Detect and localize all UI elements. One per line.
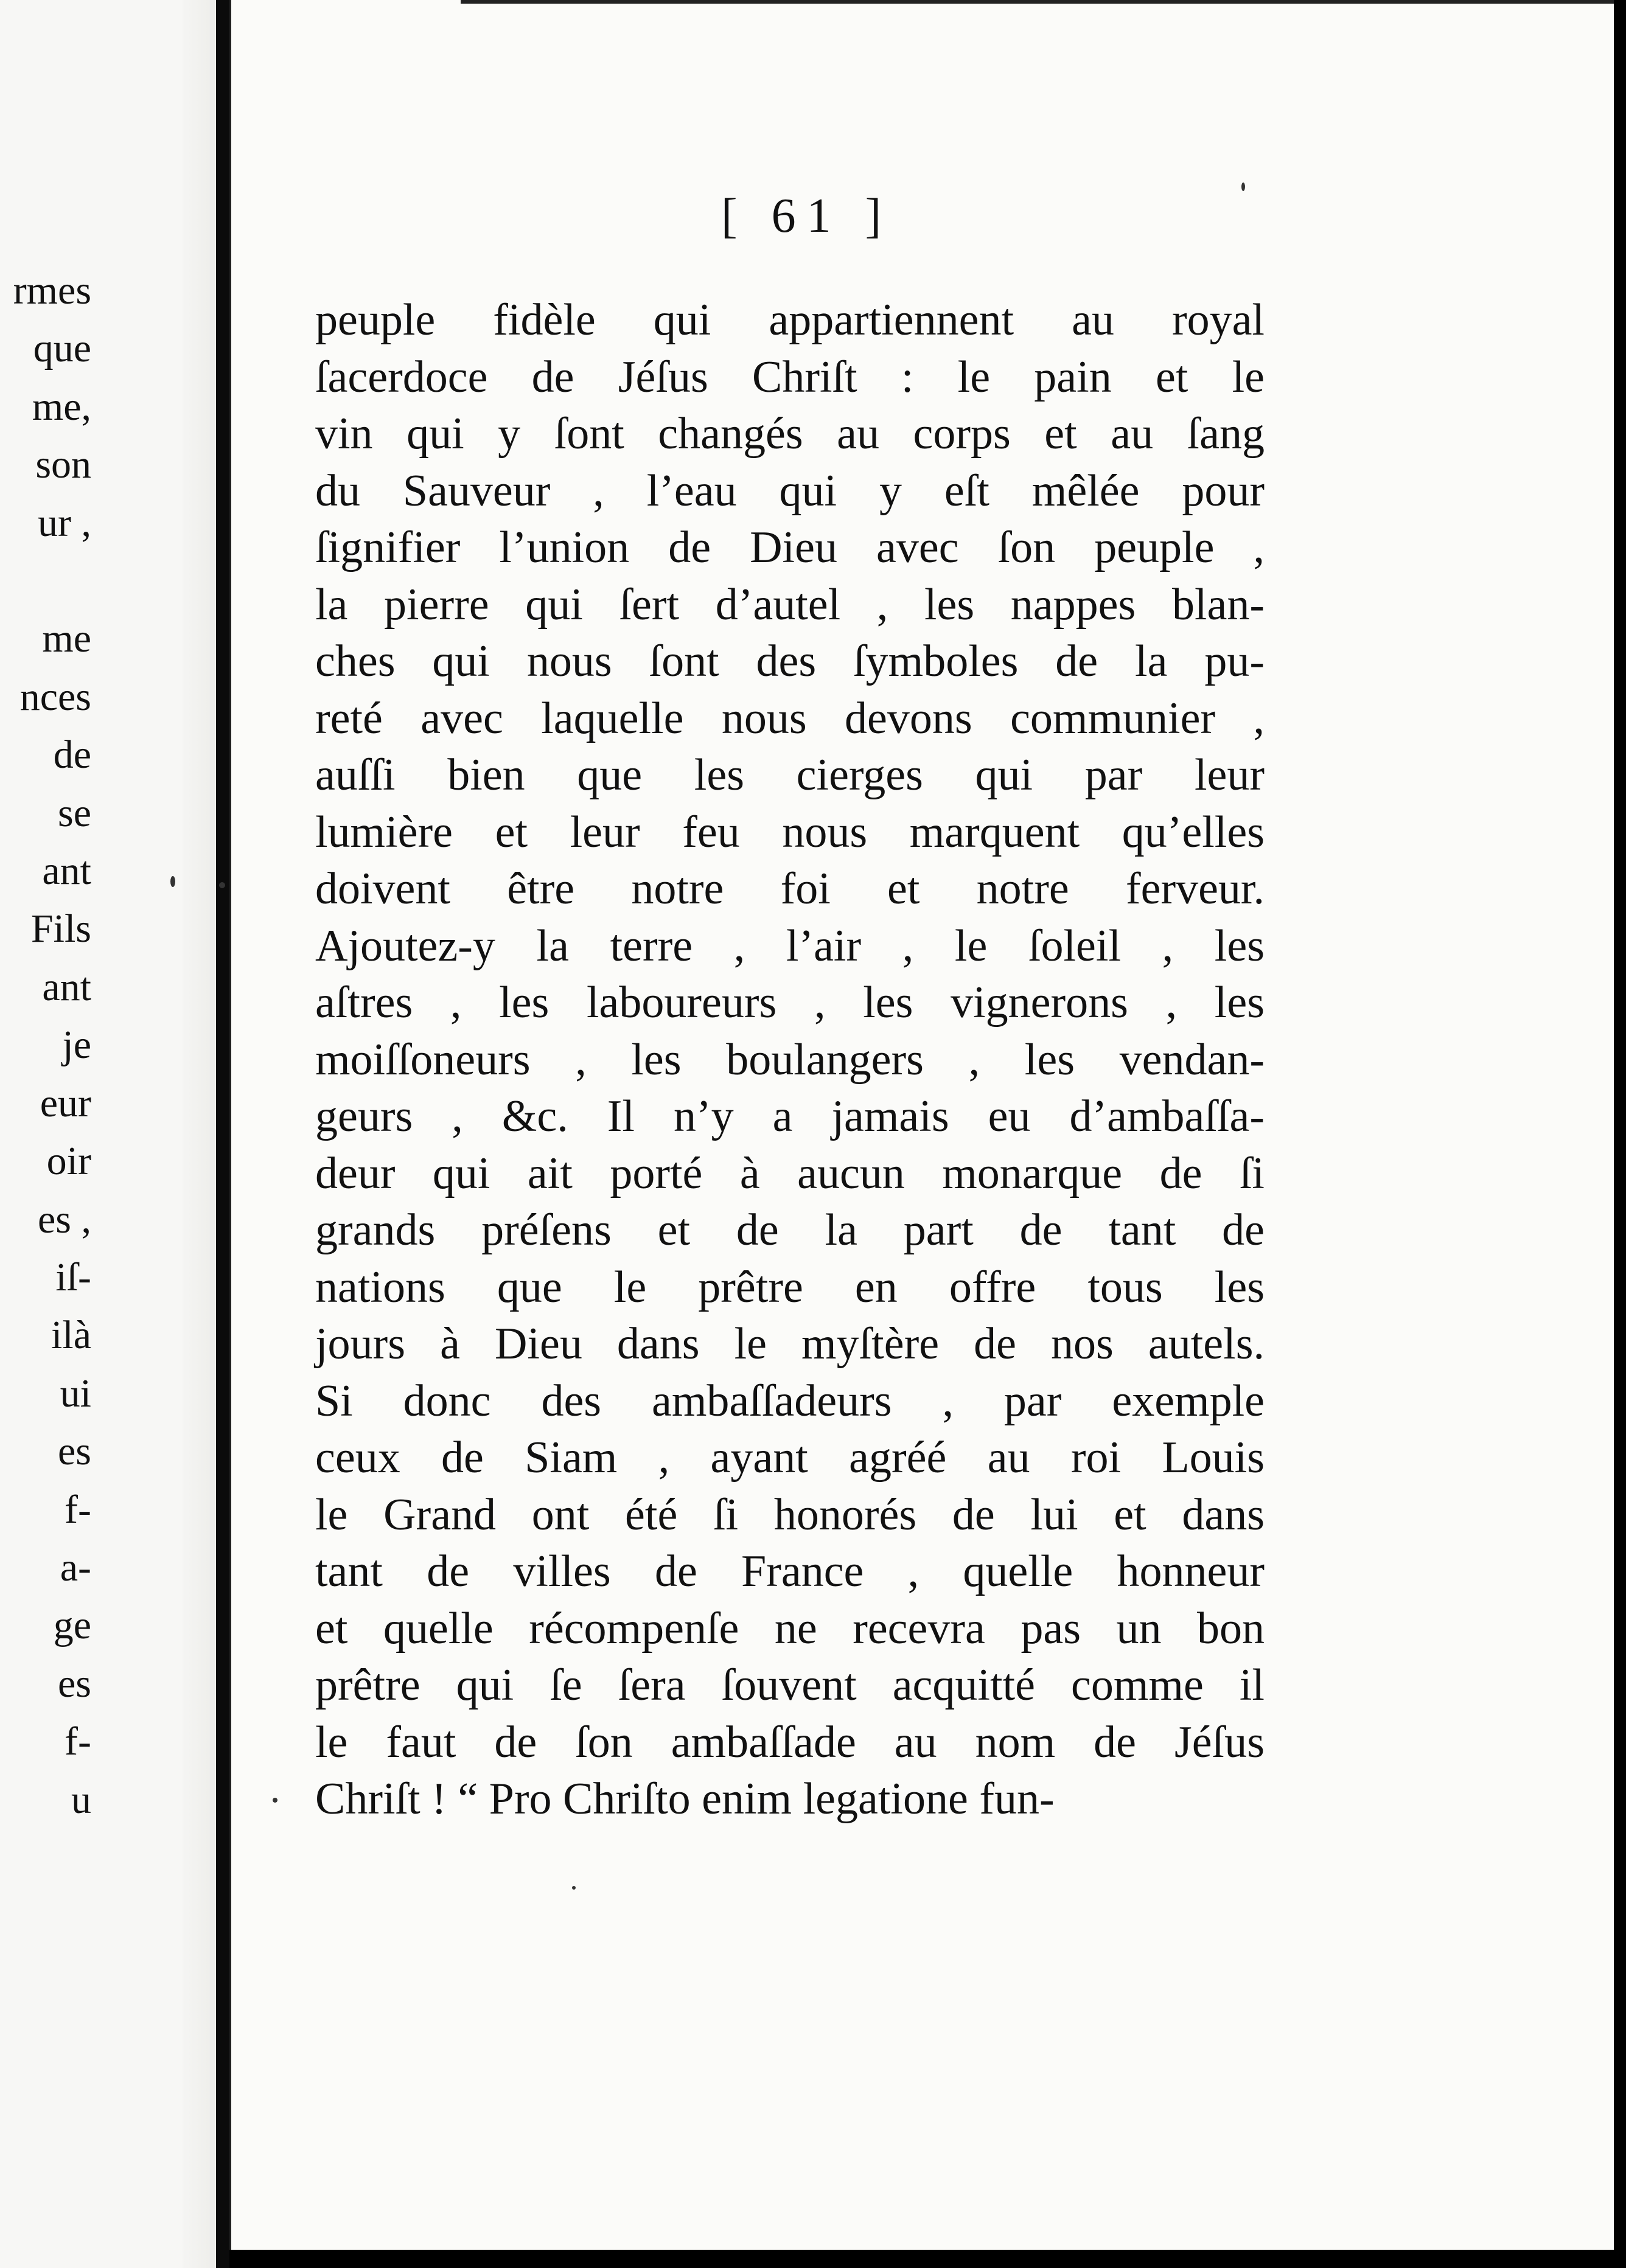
left-fragment: Fils [30,906,91,951]
text-line: deur qui ait porté à aucun monarque de ſi [315,1148,1265,1198]
left-fragment: son [35,442,91,487]
text-line: Ajoutez-y la terre , l’air , le ſoleil , les [315,920,1265,971]
text-line: grands préſens et de la part de tant de [315,1205,1265,1255]
left-page-text-fragments [0,262,91,1829]
text-line: le faut de ſon ambaſſade au nom de Jéſus [315,1717,1265,1767]
left-fragment: je [62,1023,91,1068]
text-line: la pierre qui ſert d’autel , les nappes blan- [315,579,1265,630]
text-line: ceux de Siam , ayant agréé au roi Louis [315,1433,1265,1483]
left-fragment: es , [38,1197,91,1242]
left-fragment: nces [19,674,91,719]
scan-right-border [1614,0,1626,2268]
text-line: jours à Dieu dans le myſtère de nos autels. [315,1319,1265,1369]
text-line: tant de villes de France , quelle honneur [315,1546,1265,1596]
left-fragment: f- [65,1719,91,1764]
text-line: ſacerdoce de Jéſus Chriſt : le pain et le [315,352,1265,402]
text-line: lumière et leur feu nous marquent qu’elles [315,807,1265,857]
text-line: moiſſoneurs , les boulangers , les vendan- [315,1034,1265,1085]
left-fragment: oir [46,1139,91,1184]
text-line: reté avec laquelle nous devons communier , [315,693,1265,743]
text-line: du Sauveur , l’eau qui y eſt mêlée pour [315,465,1265,516]
left-page-edge [0,0,216,2268]
text-line: nations que le prêtre en offre tous les [315,1262,1265,1312]
text-line: le Grand ont été ſi honorés de lui et dans [315,1489,1265,1540]
text-line: ches qui nous ſont des ſymboles de la pu- [315,636,1265,686]
text-line: prêtre qui ſe ſera ſouvent acquitté comme il [315,1660,1265,1710]
text-line: auſſi bien que les cierges qui par leur [315,750,1265,800]
page-number: [ 61 ] [721,189,893,243]
ink-speck [1241,183,1245,191]
page-top-edge [461,0,1616,4]
text-line: peuple fidèle qui appartiennent au royal [315,295,1265,345]
left-fragment: ant [42,964,91,1009]
left-fragment: rmes [13,268,91,313]
ink-speck [572,1886,576,1890]
left-fragment: es [58,1429,91,1474]
left-page-gutter-shadow [183,0,216,2268]
text-line: doivent être notre foi et notre ferveur. [315,864,1265,914]
left-fragment: ilà [51,1313,91,1358]
left-fragment: ge [53,1603,91,1648]
left-fragment: se [58,790,91,835]
left-fragment: ur , [38,500,91,545]
left-fragment: es [58,1661,91,1706]
page-body-text [315,292,1265,1828]
text-line: ſignifier l’union de Dieu avec ſon peuple , [315,523,1265,572]
left-fragment: ant [42,849,91,894]
left-fragment: iſ- [55,1254,91,1299]
left-fragment: me [42,616,91,661]
left-fragment: ui [60,1371,91,1416]
left-fragment: que [33,326,91,371]
text-line: vin qui y ſont changés au corps et au ſang [315,409,1265,459]
scan-bottom-border [229,2250,1614,2268]
left-fragment [0,552,91,610]
left-fragment: me, [32,384,91,429]
ink-speck [273,1798,277,1803]
left-fragment: de [53,732,91,777]
text-line: geurs , &c. Il n’y a jamais eu d’ambaſſa- [315,1091,1265,1141]
text-line: aſtres , les laboureurs , les vignerons , les [315,978,1265,1028]
ink-speck [170,876,175,887]
left-fragment: eur [40,1080,91,1125]
left-fragment: f- [65,1487,91,1532]
left-fragment: u [71,1777,91,1822]
text-line: Chriſt ! “ Pro Chriſto enim legatione fun- [315,1774,1055,1824]
ink-speck [219,882,225,888]
text-line: et quelle récompenſe ne recevra pas un bon [315,1603,1265,1654]
book-gutter [216,0,229,2268]
text-line: Si donc des ambaſſadeurs , par exemple [315,1376,1265,1426]
left-fragment: a- [60,1545,91,1590]
